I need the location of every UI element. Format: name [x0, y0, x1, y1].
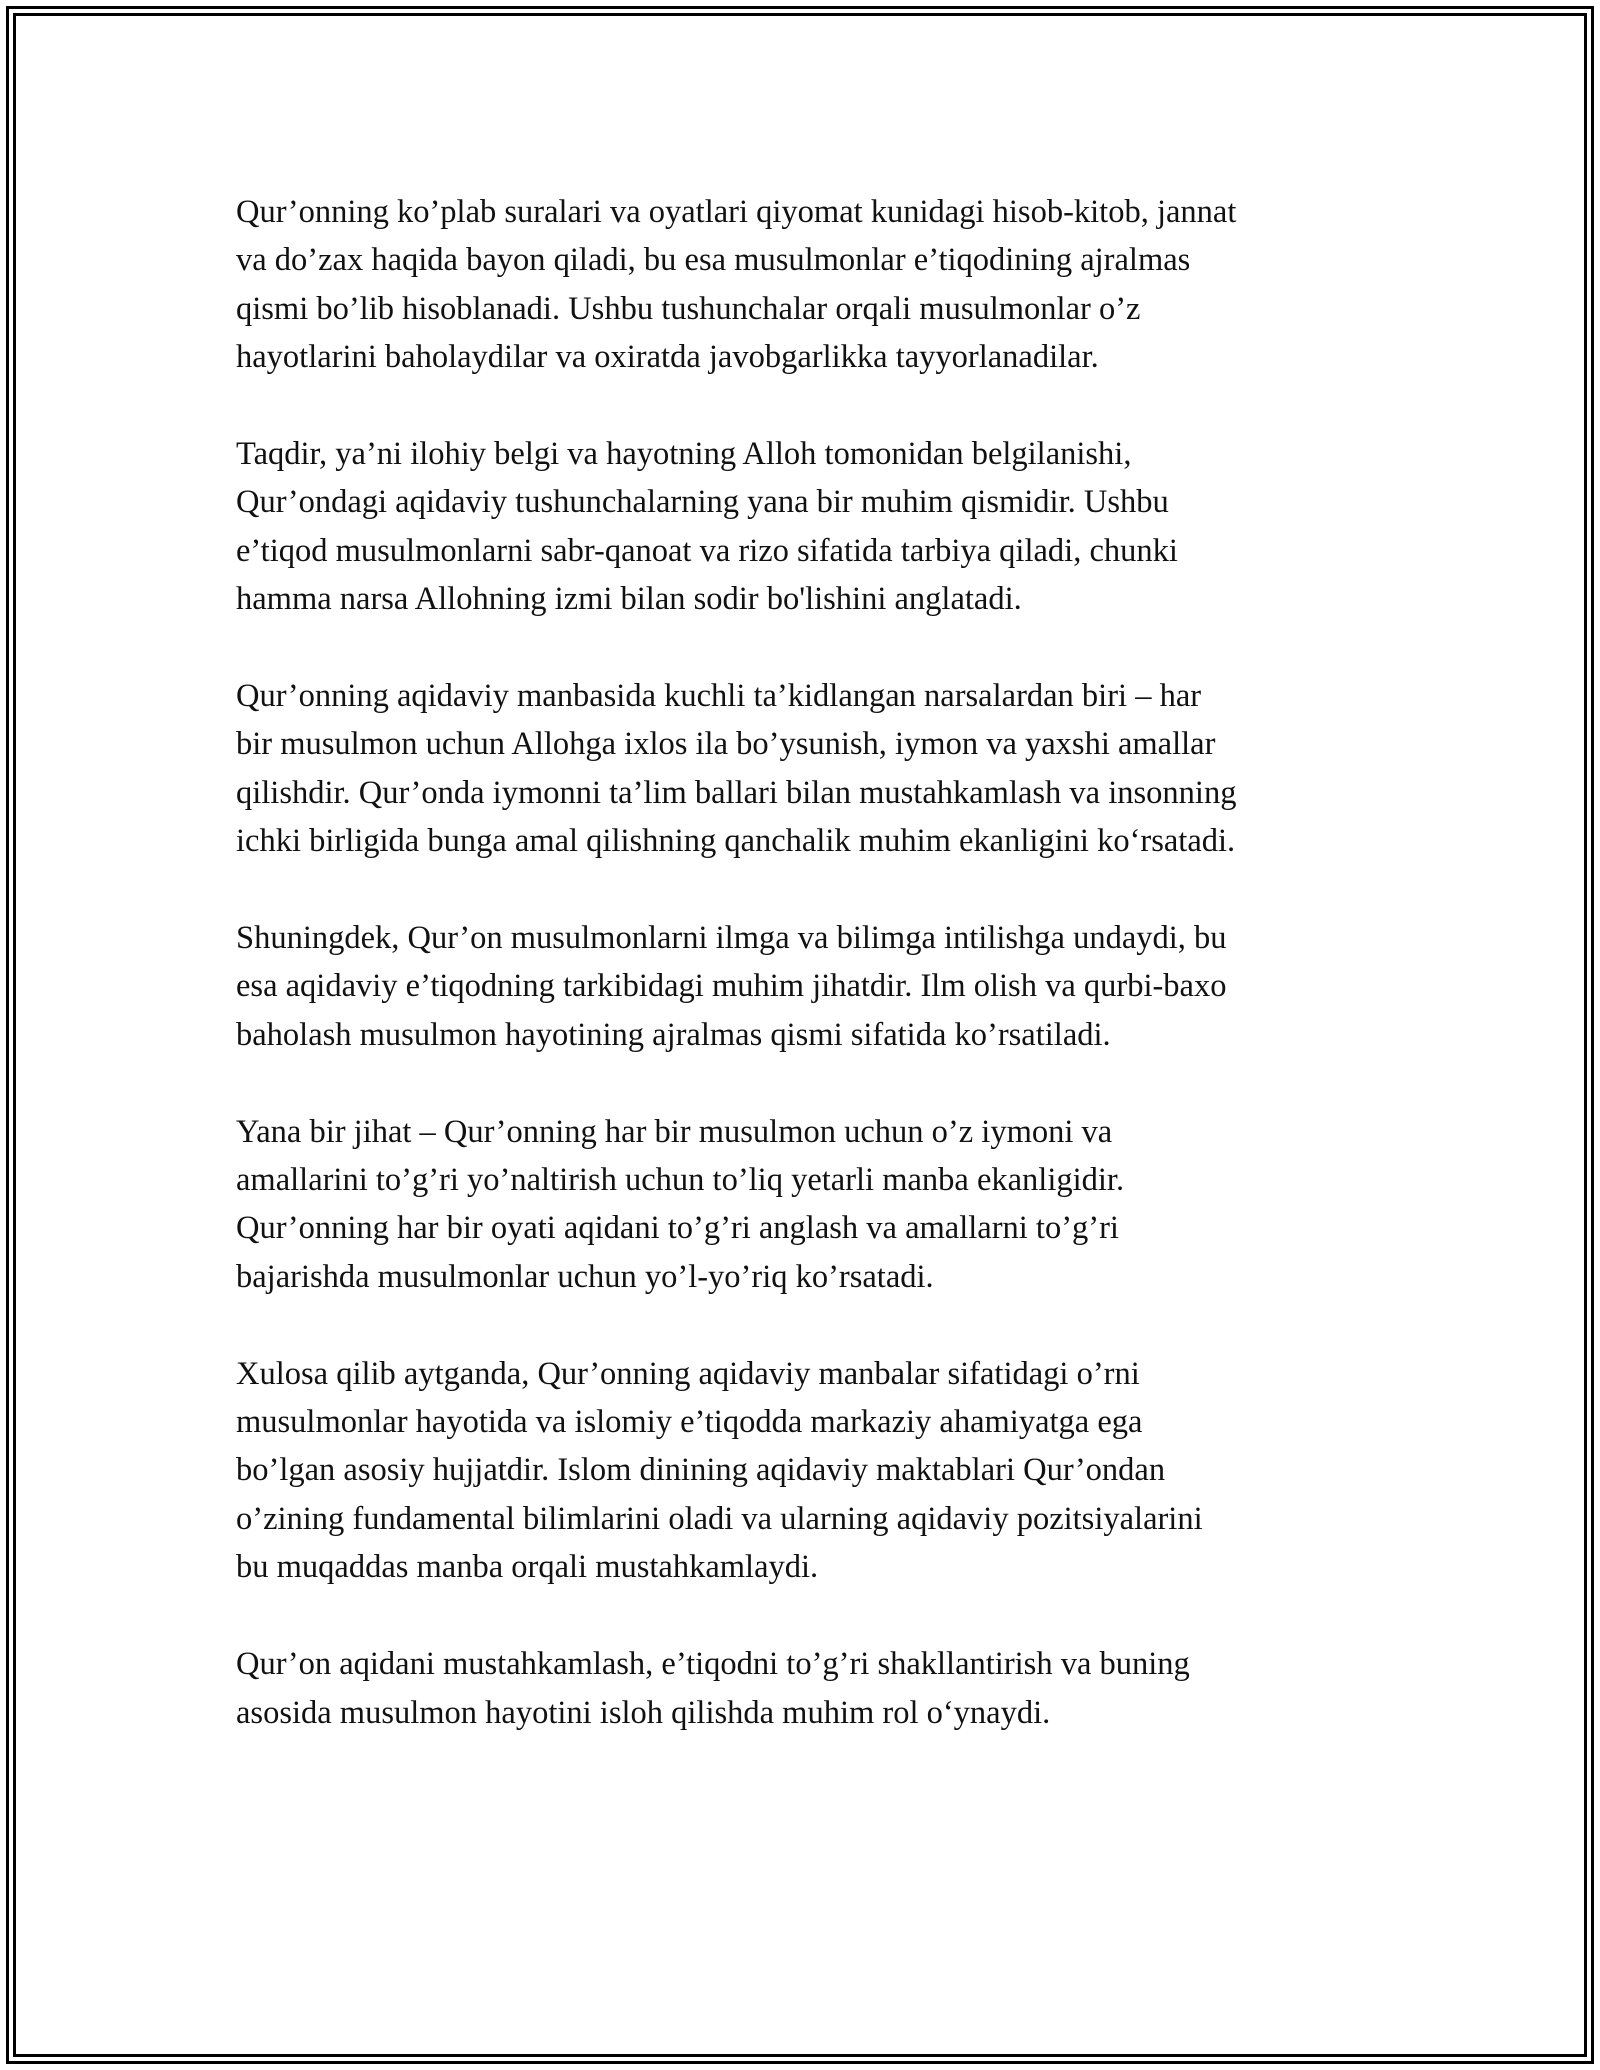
paragraph-6: [236, 1350, 1376, 1592]
text-line: o’zining fundamental bilimlarini oladi va ularning aqidaviy pozitsiyalarini: [236, 1500, 1203, 1537]
paragraph-7: [236, 1640, 1376, 1737]
text-line: bir musulmon uchun Allohga ixlos ila bo’ysunish, iymon va yaxshi amallar: [236, 726, 1216, 763]
text-line: bo’lgan asosiy hujjatdir. Islom dinining aqidaviy maktablari Qur’ondan: [236, 1452, 1166, 1489]
text-line: Shuningdek, Qur’on musulmonlarni ilmga va bilimga intilishga undaydi, bu: [236, 920, 1227, 957]
text-line: bu muqaddas manba orqali mustahkamlaydi.: [236, 1549, 819, 1586]
text-line: e’tiqod musulmonlarni sabr-qanoat va rizo sifatida tarbiya qiladi, chunki: [236, 532, 1178, 569]
text-line: asosida musulmon hayotini isloh qilishda muhim rol o‘ynaydi.: [236, 1694, 1051, 1731]
paragraph-1: [236, 188, 1376, 382]
text-line: amallarini to’g’ri yo’naltirish uchun to’liq yetarli manba ekanligidir.: [236, 1162, 1125, 1199]
text-line: qismi bo’lib hisoblanadi. Ushbu tushunchalar orqali musulmonlar o’z: [236, 290, 1141, 327]
paragraph-5: [236, 1108, 1376, 1302]
text-line: musulmonlar hayotida va islomiy e’tiqodda markaziy ahamiyatga ega: [236, 1404, 1143, 1441]
text-line: qilishdir. Qur’onda iymonni ta’lim ballari bilan mustahkamlash va insonning: [236, 774, 1237, 811]
paragraph-3: [236, 672, 1376, 866]
text-line: va do’zax haqida bayon qiladi, bu esa musulmonlar e’tiqodining ajralmas: [236, 242, 1191, 279]
text-line: bajarishda musulmonlar uchun yo’l-yo’riq ko’rsatadi.: [236, 1258, 934, 1295]
text-line: Qur’onning har bir oyati aqidani to’g’ri anglash va amallarni to’g’ri: [236, 1210, 1119, 1247]
text-line: Qur’onning aqidaviy manbasida kuchli ta’kidlangan narsalardan biri – har: [236, 678, 1202, 715]
text-line: esa aqidaviy e’tiqodning tarkibidagi muhim jihatdir. Ilm olish va qurbi-baxo: [236, 968, 1227, 1005]
text-line: hamma narsa Allohning izmi bilan sodir bo'lishini anglatadi.: [236, 581, 1022, 618]
text-line: Xulosa qilib aytganda, Qur’onning aqidaviy manbalar sifatidagi o’rni: [236, 1355, 1140, 1392]
text-line: Taqdir, ya’ni ilohiy belgi va hayotning Alloh tomonidan belgilanishi,: [236, 436, 1132, 473]
text-line: baholash musulmon hayotining ajralmas qismi sifatida ko’rsatiladi.: [236, 1016, 1111, 1053]
document-body: [236, 188, 1376, 1785]
paragraph-4: [236, 914, 1376, 1059]
text-line: ichki birligida bunga amal qilishning qanchalik muhim ekanligini ko‘rsatadi.: [236, 823, 1236, 860]
text-line: Qur’ondagi aqidaviy tushunchalarning yana bir muhim qismidir. Ushbu: [236, 484, 1169, 521]
text-line: hayotlarini baholaydilar va oxiratda javobgarlikka tayyorlanadilar.: [236, 339, 1099, 376]
text-line: Yana bir jihat – Qur’onning har bir musulmon uchun o’z iymoni va: [236, 1113, 1113, 1150]
text-line: Qur’onning ko’plab suralari va oyatlari qiyomat kunidagi hisob-kitob, jannat: [236, 194, 1237, 230]
paragraph-2: [236, 430, 1376, 624]
text-line: Qur’on aqidani mustahkamlash, e’tiqodni to’g’ri shakllantirish va buning: [236, 1646, 1190, 1683]
